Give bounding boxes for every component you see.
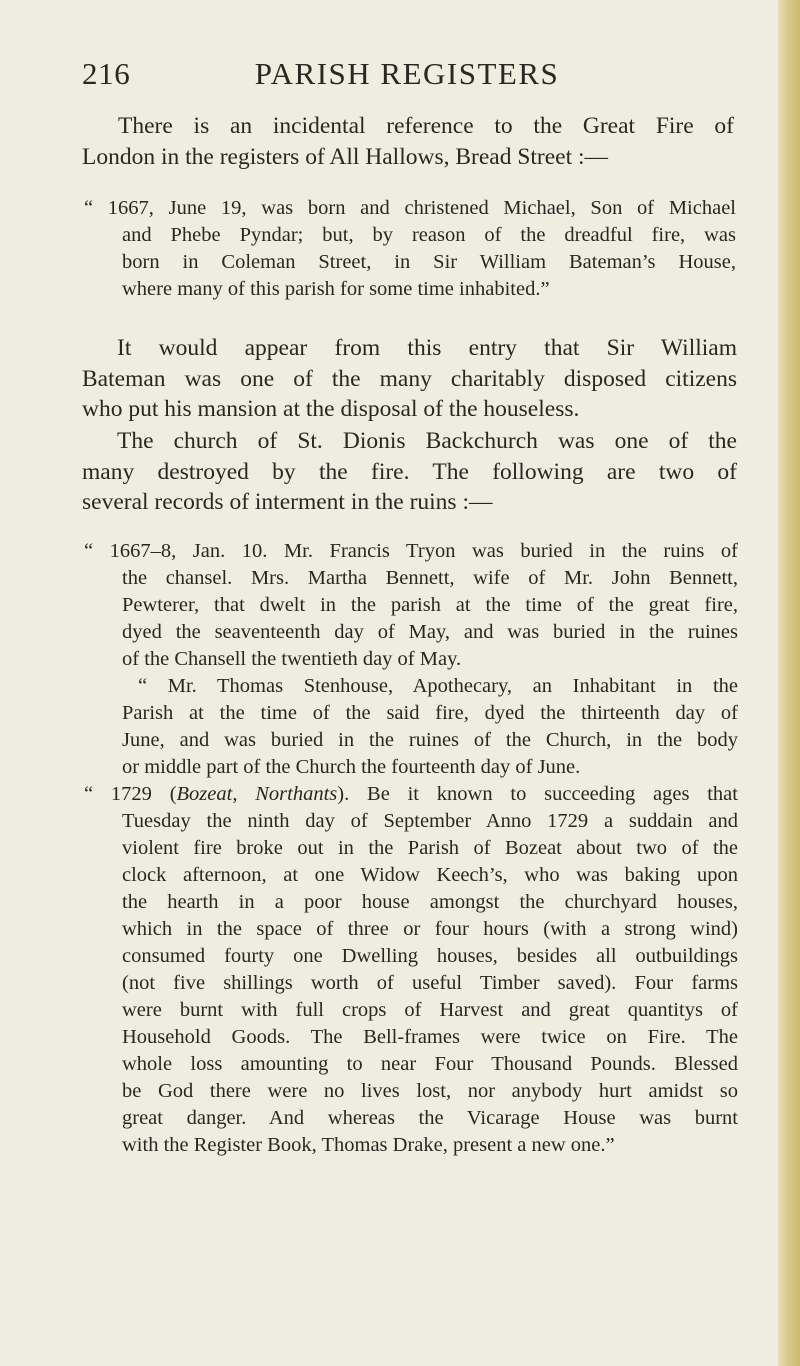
text-line: dyed the seaventeenth day of May, and was buried in the ruines [122, 621, 738, 643]
text-line: who put his mansion at the disposal of the houseless. [82, 396, 580, 422]
text-line: “ 1667, June 19, was born and christened Michael, Son of Michael [84, 197, 736, 219]
text-line: whole loss amounting to near Four Thousand Pounds. Blessed [122, 1053, 738, 1075]
text-line: of the Chansell the twentieth day of May. [122, 648, 462, 670]
text-line: where many of this parish for some time inhabited.” [122, 278, 550, 300]
text-line: be God there were no lives lost, nor anybody hurt amidst so [122, 1080, 738, 1102]
text-line: or middle part of the Church the fourteenth day of June. [122, 756, 581, 778]
text-line: “ Mr. Thomas Stenhouse, Apothecary, an Inhabitant in the [138, 675, 738, 697]
text-line: the chansel. Mrs. Martha Bennett, wife of Mr. John Bennett, [122, 567, 738, 589]
text-line: (not five shillings worth of useful Timber saved). Four farms [122, 972, 738, 994]
text-line: There is an incidental reference to the Great Fire of [118, 113, 734, 139]
running-head: PARISH REGISTERS [254, 56, 560, 91]
text-line: June, and was buried in the ruines of the Church, in the body [122, 729, 738, 751]
text-line: clock afternoon, at one Widow Keech’s, who was baking upon [122, 864, 738, 886]
text-line: several records of interment in the ruins :— [82, 489, 493, 515]
text-line: the hearth in a poor house amongst the churchyard houses, [122, 891, 738, 913]
text-line: Parish at the time of the said fire, dyed the thirteenth day of [122, 702, 738, 724]
text-line: consumed fourty one Dwelling houses, besides all outbuildings [122, 945, 738, 967]
text-line: “ 1667–8, Jan. 10. Mr. Francis Tryon was buried in the ruins of [84, 540, 738, 562]
quote-prefix: “ 1729 ( [84, 783, 177, 805]
text-line: It would appear from this entry that Sir William [117, 335, 737, 361]
text-line: were burnt with full crops of Harvest and great quantitys of [122, 999, 738, 1021]
text-line: which in the space of three or four hours (with a strong wind) [122, 918, 738, 940]
text-line: Bateman was one of the many charitably disposed citizens [82, 366, 737, 392]
text-line: The church of St. Dionis Backchurch was one of the [117, 428, 737, 454]
page-number: 216 [82, 56, 131, 91]
text-line [84, 783, 738, 806]
quote-suffix: ). Be it known to succeeding ages that [337, 783, 738, 805]
text-line: born in Coleman Street, in Sir William Bateman’s House, [122, 251, 736, 273]
text-line: with the Register Book, Thomas Drake, present a new one.” [122, 1134, 615, 1156]
text-line: and Phebe Pyndar; but, by reason of the dreadful fire, was [122, 224, 736, 246]
text-line: Household Goods. The Bell-frames were twice on Fire. The [122, 1026, 738, 1048]
text-line: great danger. And whereas the Vicarage House was burnt [122, 1107, 738, 1129]
place-name: Bozeat, Northants [176, 783, 338, 805]
page-header [82, 56, 732, 96]
text-line: many destroyed by the fire. The following are two of [82, 459, 737, 485]
text-line: London in the registers of All Hallows, Bread Street :— [82, 144, 609, 170]
text-line: Tuesday the ninth day of September Anno 1729 a suddain and [122, 810, 738, 832]
text-line: Pewterer, that dwelt in the parish at the time of the great fire, [122, 594, 738, 616]
text-line: violent fire broke out in the Parish of Bozeat about two of the [122, 837, 738, 859]
page-edge [778, 0, 800, 1366]
